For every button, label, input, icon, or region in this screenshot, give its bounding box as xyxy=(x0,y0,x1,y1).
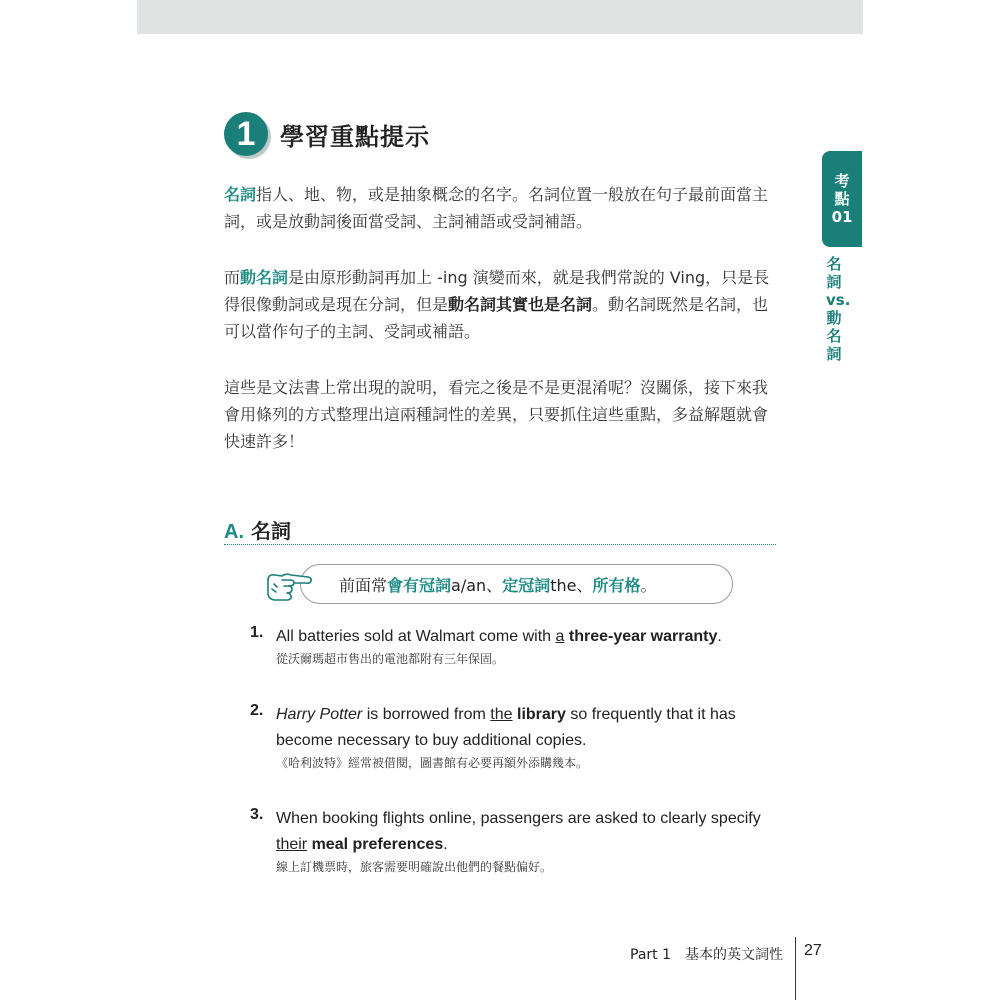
example-translation: 線上訂機票時，旅客需要明確說出他們的餐點偏好。 xyxy=(276,860,553,874)
noun-bold: three-year warranty xyxy=(568,628,718,645)
example-sentence xyxy=(276,702,770,754)
example-number: 1. xyxy=(250,624,264,641)
tip-highlight: 定冠詞 xyxy=(502,575,551,595)
section-number-badge: 1 xyxy=(224,112,268,156)
tip-highlight: 會有冠詞 xyxy=(387,575,452,595)
header-band xyxy=(137,0,863,34)
pointing-hand-icon xyxy=(264,568,314,604)
paragraph-summary xyxy=(224,374,780,455)
example-1 xyxy=(250,624,770,668)
paragraph-text: 。動名詞既然是名詞，也可以當作句子的主詞、受詞或補語。 xyxy=(224,295,769,341)
paragraph-text: 這些是文法書上常出現的說明，看完之後是不是更混淆呢？沒關係，接下來我會用條列的方式整理出這兩種詞性的差異，只要抓住這些重點，多益解題就會快速許多！ xyxy=(224,378,769,451)
bold-phrase: 動名詞其實也是名詞 xyxy=(448,295,593,314)
noun-bold: library xyxy=(517,706,566,723)
vertical-char: 動 xyxy=(826,309,842,327)
vertical-char: 名 xyxy=(826,255,842,273)
vertical-char: 詞 xyxy=(826,273,842,291)
vertical-char: 詞 xyxy=(826,345,842,363)
tip-box xyxy=(300,564,733,604)
example-text: All batteries sold at Walmart come with xyxy=(276,628,556,645)
example-sentence xyxy=(276,624,770,650)
tip-text: a/an、 xyxy=(451,575,503,595)
title-italic: Harry Potter xyxy=(276,706,363,723)
example-translation: 從沃爾瑪超市售出的電池都附有三年保固。 xyxy=(276,652,505,666)
tip-highlight: 所有格 xyxy=(592,575,641,595)
tab-line: 考 xyxy=(834,172,850,190)
example-text: . xyxy=(717,628,722,645)
example-text: so frequently that it has become necessary to buy additional copies. xyxy=(276,706,736,749)
page-number: 27 xyxy=(804,942,822,959)
example-sentence xyxy=(276,806,770,858)
footer-divider xyxy=(795,937,796,1000)
term-highlight: 動名詞 xyxy=(240,268,289,287)
paragraph-gerund xyxy=(224,264,780,345)
tab-line: 01 xyxy=(831,208,853,226)
example-number: 3. xyxy=(250,806,264,823)
chapter-vertical-title xyxy=(826,255,851,363)
tip-text: 前面常 xyxy=(339,575,388,595)
example-number: 2. xyxy=(250,702,264,719)
vertical-char: vs. xyxy=(826,291,851,309)
example-3 xyxy=(250,806,770,876)
determiner-underlined: the xyxy=(490,706,513,723)
footer-part-label: Part 1 基本的英文詞性 xyxy=(630,947,783,963)
subsection-letter: A. xyxy=(224,521,244,543)
paragraph-text: 而 xyxy=(224,268,241,287)
term-highlight: 名詞 xyxy=(224,185,257,204)
example-text: When booking flights online, passengers are asked to clearly specify xyxy=(276,810,761,827)
tab-line: 點 xyxy=(834,190,850,208)
paragraph-noun xyxy=(224,181,780,235)
vertical-char: 名 xyxy=(826,327,842,345)
section-title: 學習重點提示 xyxy=(280,122,430,151)
tip-text: 。 xyxy=(640,575,657,595)
tip-text: the、 xyxy=(550,575,593,595)
noun-bold: meal preferences xyxy=(311,836,444,853)
example-text: is borrowed from xyxy=(362,706,491,723)
chapter-tab xyxy=(822,151,862,247)
paragraph-text: 是由原形動詞再加上 -ing 演變而來，就是我們常說的 Ving，只是長得很像動詞或是現在分詞，但是 xyxy=(224,268,770,314)
example-text: . xyxy=(443,836,448,853)
subsection-title: 名詞 xyxy=(250,519,291,543)
subsection-divider xyxy=(224,544,776,545)
subsection-heading xyxy=(224,515,291,544)
determiner-underlined: their xyxy=(276,836,308,853)
example-translation: 《哈利波特》經常被借閱，圖書館有必要再額外添購幾本。 xyxy=(276,756,589,770)
example-2 xyxy=(250,702,770,772)
determiner-underlined: a xyxy=(555,628,565,645)
paragraph-text: 指人、地、物，或是抽象概念的名字。名詞位置一般放在句子最前面當主詞，或是放動詞後面當受詞、主詞補語或受詞補語。 xyxy=(224,185,769,231)
section-heading xyxy=(224,112,430,156)
